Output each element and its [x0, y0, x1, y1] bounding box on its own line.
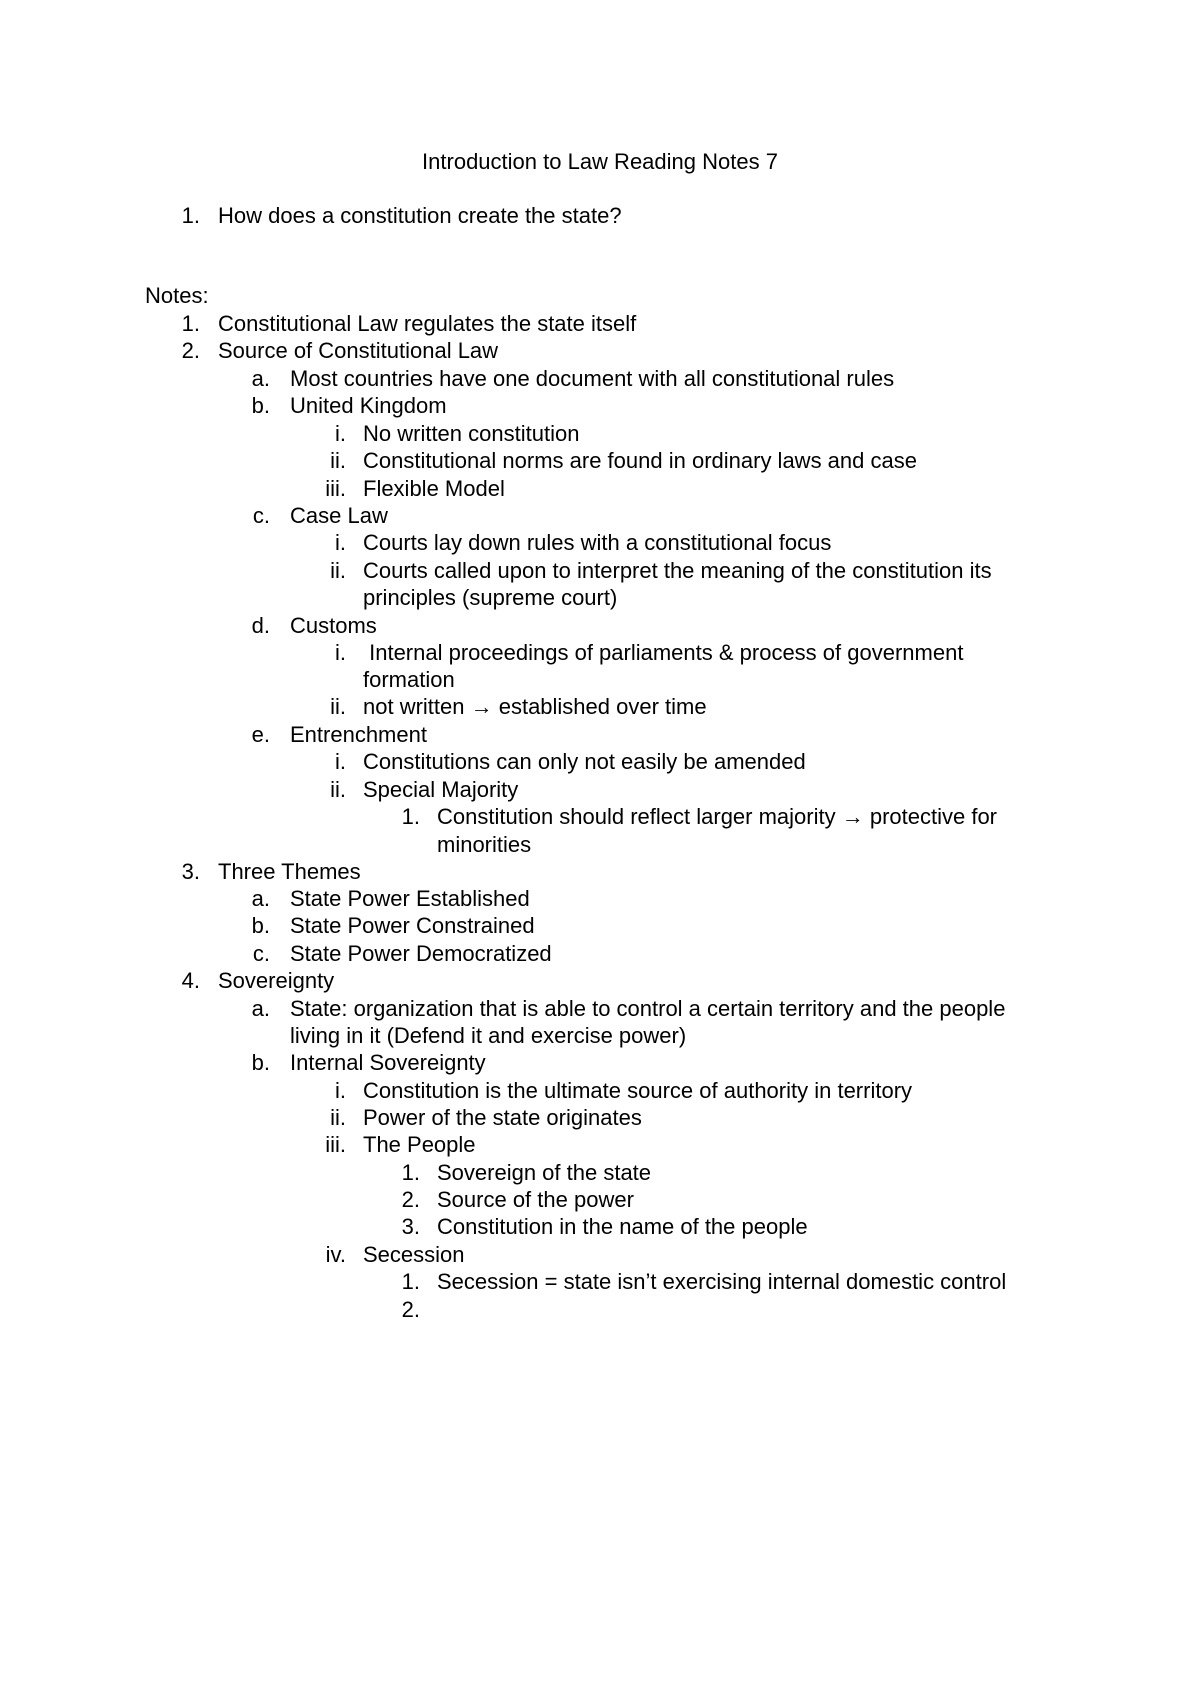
list-item-text: Special Majority — [363, 777, 519, 802]
list-marker: i. — [335, 1078, 346, 1103]
list-item-text: Sovereignty — [218, 968, 335, 993]
list-marker: 3. — [401, 1214, 420, 1239]
list-marker: iv. — [325, 1242, 346, 1267]
list-marker: ii. — [330, 558, 346, 583]
list-marker: 1. — [401, 804, 420, 829]
list-item-text: Internal proceedings of parliaments & process of government — [363, 640, 964, 665]
list-item-text: No written constitution — [363, 421, 580, 446]
question-text: How does a constitution create the state? — [218, 203, 622, 228]
list-item-text: Constitution in the name of the people — [437, 1214, 808, 1239]
list-marker: 4. — [181, 968, 200, 993]
list-item-text: Source of the power — [437, 1187, 634, 1212]
list-item-text: Courts lay down rules with a constitutional focus — [363, 530, 832, 555]
list-item-text: Constitutional Law regulates the state itself — [218, 311, 637, 336]
list-item-text: Constitution is the ultimate source of authority in territory — [363, 1078, 913, 1103]
list-marker: 2. — [181, 338, 200, 363]
list-item-text: formation — [363, 667, 455, 692]
list-item-text: State Power Established — [290, 886, 530, 911]
list-item-text: Three Themes — [218, 859, 361, 884]
list-item-text: State Power Democratized — [290, 941, 552, 966]
list-item-text: minorities — [437, 832, 532, 857]
list-item-text: not written → established over time — [363, 694, 707, 719]
list-item-text: State Power Constrained — [290, 913, 535, 938]
list-item-text: Constitutional norms are found in ordinary laws and case — [363, 448, 917, 473]
list-item-text: The People — [363, 1132, 476, 1157]
list-marker: a. — [251, 996, 270, 1021]
list-marker: 2. — [401, 1297, 420, 1322]
list-marker: ii. — [330, 448, 346, 473]
list-item-text: Entrenchment — [290, 722, 427, 747]
list-item-text: Power of the state originates — [363, 1105, 642, 1130]
list-marker: 1. — [181, 311, 200, 336]
list-item-text: Most countries have one document with all constitutional rules — [290, 366, 895, 391]
list-marker: b. — [251, 393, 270, 418]
list-marker: ii. — [330, 1105, 346, 1130]
list-item-text: principles (supreme court) — [363, 585, 618, 610]
list-marker: e. — [251, 722, 270, 747]
list-item-text: Secession — [363, 1242, 465, 1267]
list-marker: c. — [252, 503, 270, 528]
list-marker: 1. — [401, 1160, 420, 1185]
list-item-text: Source of Constitutional Law — [218, 338, 499, 363]
list-item-text: Internal Sovereignty — [290, 1050, 486, 1075]
list-item-text: Constitution should reflect larger majority → protective for — [437, 804, 998, 829]
list-marker: i. — [335, 530, 346, 555]
list-marker: i. — [335, 421, 346, 446]
list-marker: iii. — [325, 1132, 346, 1157]
list-marker: d. — [251, 613, 270, 638]
list-marker: 1. — [401, 1269, 420, 1294]
list-item-text: Flexible Model — [363, 476, 505, 501]
list-marker: i. — [335, 640, 346, 665]
list-marker: ii. — [330, 694, 346, 719]
list-marker: a. — [251, 366, 270, 391]
list-marker: 3. — [181, 859, 200, 884]
list-item-text: Customs — [290, 613, 377, 638]
list-marker: b. — [251, 1050, 270, 1075]
list-item-text: Secession = state isn’t exercising internal domestic control — [437, 1269, 1007, 1294]
list-marker: ii. — [330, 777, 346, 802]
list-item-text: Constitutions can only not easily be amended — [363, 749, 806, 774]
list-marker: i. — [335, 749, 346, 774]
page-title: Introduction to Law Reading Notes 7 — [422, 149, 778, 174]
list-marker: c. — [252, 941, 270, 966]
list-item-text: United Kingdom — [290, 393, 447, 418]
list-marker: iii. — [325, 476, 346, 501]
list-item-text: Case Law — [290, 503, 388, 528]
list-marker: b. — [251, 913, 270, 938]
list-item-text: State: organization that is able to control a certain territory and the people — [290, 996, 1006, 1021]
list-item-text: Sovereign of the state — [437, 1160, 652, 1185]
list-marker: a. — [251, 886, 270, 911]
list-marker: 1. — [181, 203, 200, 228]
notes-label: Notes: — [145, 283, 209, 308]
list-item-text: Courts called upon to interpret the meaning of the constitution its — [363, 558, 992, 583]
list-marker: 2. — [401, 1187, 420, 1212]
list-item-text: living in it (Defend it and exercise power) — [290, 1023, 687, 1048]
